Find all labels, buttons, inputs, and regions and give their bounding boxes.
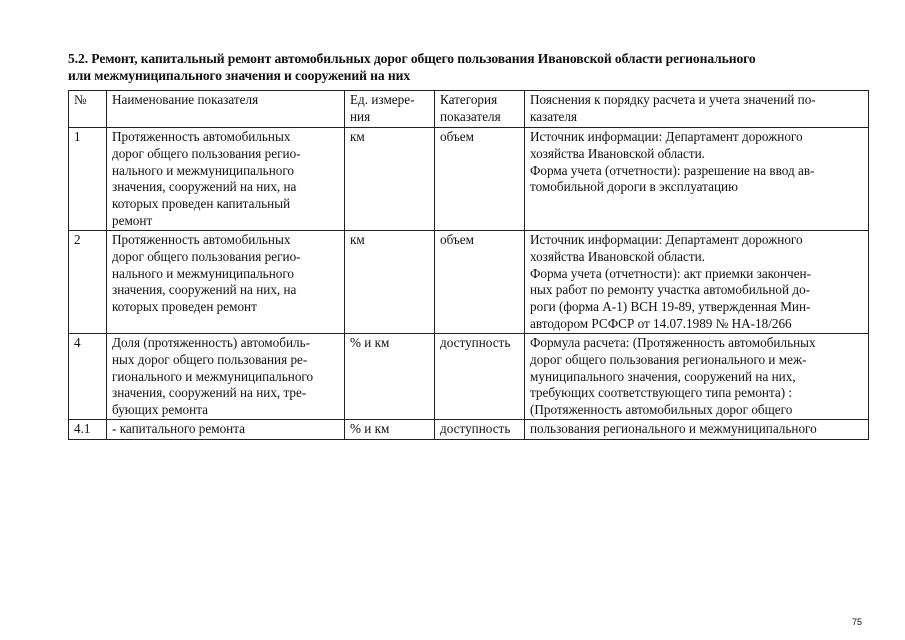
row-number: 4.1 [69,420,107,440]
header-category: Категория показателя [435,91,525,128]
table-header-row [69,91,869,128]
category-cell: объем [435,128,525,231]
section-title [68,50,858,84]
explanation-cell: Формула расчета: (Протяженность автомобильных дорог общего пользования регионального и меж- муниципального значения, сооружений на них, требующих соответствующего типа ремонта) : (Протяженность автомобильных дорог общего [525,334,869,420]
unit-cell: км [345,231,435,334]
table-row [69,128,869,231]
table-row [69,420,869,440]
indicator-name: Протяженность автомобильных дорог общего пользования регио- нального и межмуниципального значения, сооружений на них, на которых проведен капитальный ремонт [107,128,345,231]
section-title-line-1: 5.2. Ремонт, капитальный ремонт автомобильных дорог общего пользования Ивановской области регионального [68,51,756,66]
row-number: 1 [69,128,107,231]
explanation-cell: Источник информации: Департамент дорожного хозяйства Ивановской области. Форма учета (отчетности): разрешение на ввод ав- томобильной дороги в эксплуатацию [525,128,869,231]
indicators-table [68,90,869,440]
page-number: 75 [852,617,863,627]
unit-cell: км [345,128,435,231]
header-indicator-name: Наименование показателя [107,91,345,128]
header-number: № [69,91,107,128]
row-number: 4 [69,334,107,420]
unit-cell: % и км [345,420,435,440]
indicator-name: - капитального ремонта [107,420,345,440]
indicator-name: Доля (протяженность) автомобиль- ных дорог общего пользования ре- гионального и межмуниципального значения, сооружений на них, тре- бующих ремонта [107,334,345,420]
section-title-line-2: или межмуниципального значения и сооружений на них [68,68,411,83]
indicator-name: Протяженность автомобильных дорог общего пользования регио- нального и межмуниципального значения, сооружений на них, на которых проведен ремонт [107,231,345,334]
unit-cell: % и км [345,334,435,420]
header-unit: Ед. измере- ния [345,91,435,128]
explanation-cell: пользования регионального и межмуниципального [525,420,869,440]
category-cell: объем [435,231,525,334]
explanation-cell: Источник информации: Департамент дорожного хозяйства Ивановской области. Форма учета (отчетности): акт приемки закончен- ных работ по ремонту участка автомобильной до- роги (форма А-1) ВСН 19-89, утвержденная Мин- автодором РСФСР от 14.07.1989 № НА-18/266 [525,231,869,334]
table-row [69,334,869,420]
category-cell: доступность [435,334,525,420]
row-number: 2 [69,231,107,334]
category-cell: доступность [435,420,525,440]
table-row [69,231,869,334]
header-explanation: Пояснения к порядку расчета и учета значений по- казателя [525,91,869,128]
